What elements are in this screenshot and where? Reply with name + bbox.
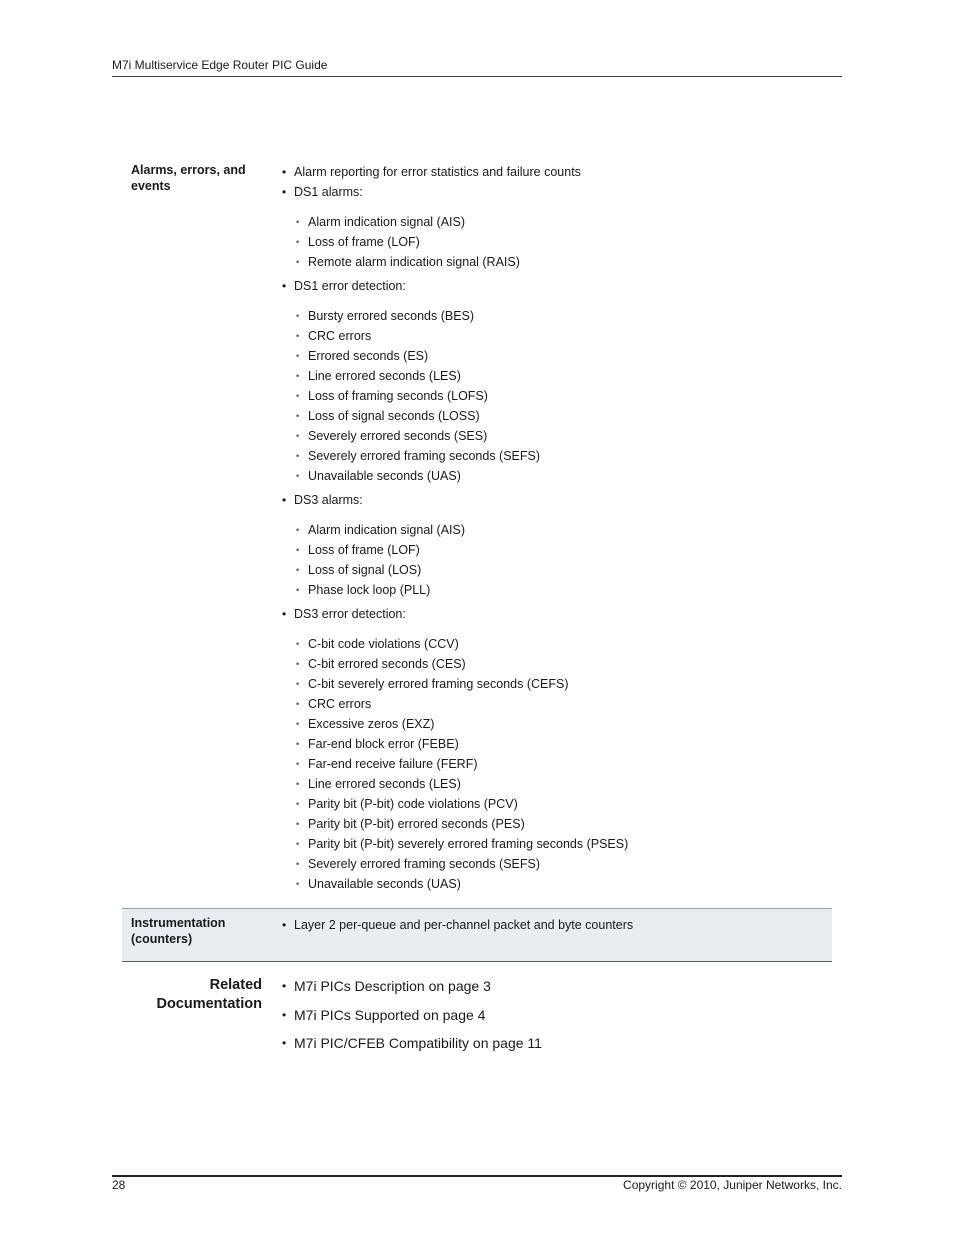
bullet-icon: •: [282, 185, 287, 199]
sub-list-item: [294, 814, 820, 834]
sub-list-item-text: Phase lock loop (PLL): [308, 583, 431, 597]
row-label: Alarms, errors, and events: [131, 163, 246, 193]
related-link[interactable]: M7i PICs Supported on page 4: [294, 1006, 486, 1023]
copyright-text: Copyright © 2010, Juniper Networks, Inc.: [623, 1178, 842, 1192]
small-bullet-icon: •: [296, 525, 300, 535]
sub-list-item: [294, 634, 820, 654]
sub-list-item: [294, 520, 820, 540]
sub-list-item: [294, 446, 820, 466]
small-bullet-icon: •: [296, 391, 300, 401]
sub-list-item-text: Remote alarm indication signal (RAIS): [308, 255, 520, 269]
small-bullet-icon: •: [296, 431, 300, 441]
sub-list-item: [294, 252, 820, 272]
sub-list: [294, 212, 820, 272]
small-bullet-icon: •: [296, 859, 300, 869]
sub-list-item: [294, 774, 820, 794]
small-bullet-icon: •: [296, 411, 300, 421]
small-bullet-icon: •: [296, 331, 300, 341]
sub-list-item-text: CRC errors: [308, 697, 372, 711]
sub-list-item-text: Loss of signal (LOS): [308, 563, 422, 577]
sub-list-item: [294, 714, 820, 734]
small-bullet-icon: •: [296, 699, 300, 709]
sub-list-item-text: Severely errored framing seconds (SEFS): [308, 449, 541, 463]
running-header: M7i Multiservice Edge Router PIC Guide: [112, 58, 328, 72]
sub-list-item-text: Unavailable seconds (UAS): [308, 469, 461, 483]
small-bullet-icon: •: [296, 351, 300, 361]
sub-list-item: [294, 232, 820, 252]
small-bullet-icon: •: [296, 799, 300, 809]
sub-list: [294, 634, 820, 894]
sub-list-item: [294, 674, 820, 694]
bullet-icon: •: [282, 1036, 287, 1050]
list-item-text: DS3 alarms:: [294, 493, 363, 507]
sub-list-item-text: Loss of framing seconds (LOFS): [308, 389, 488, 403]
small-bullet-icon: •: [296, 879, 300, 889]
related-documentation-heading: Related Documentation: [156, 977, 262, 1012]
sub-list-item-text: CRC errors: [308, 329, 372, 343]
sub-list-item-text: Loss of frame (LOF): [308, 543, 420, 557]
sub-list-item: [294, 466, 820, 486]
sub-list-item-text: C-bit code violations (CCV): [308, 637, 459, 651]
list-item-text: DS1 error detection:: [294, 279, 406, 293]
small-bullet-icon: •: [296, 471, 300, 481]
sub-list-item-text: Parity bit (P-bit) code violations (PCV): [308, 797, 518, 811]
list-item: [280, 276, 820, 486]
sub-list-item-text: Far-end receive failure (FERF): [308, 757, 478, 771]
small-bullet-icon: •: [296, 451, 300, 461]
sub-list-item: [294, 326, 820, 346]
sub-list-item: [294, 346, 820, 366]
small-bullet-icon: •: [296, 257, 300, 267]
sub-list: [294, 306, 820, 486]
sub-list-item-text: Excessive zeros (EXZ): [308, 717, 435, 731]
list-item: [280, 182, 820, 272]
bullet-icon: •: [282, 493, 287, 507]
sub-list-item-text: C-bit severely errored framing seconds (CEFS): [308, 677, 569, 691]
small-bullet-icon: •: [296, 659, 300, 669]
list-item-text: Layer 2 per-queue and per-channel packet and byte counters: [294, 918, 634, 932]
bullet-icon: •: [282, 607, 287, 621]
related-link-item: [280, 1005, 542, 1025]
bullet-icon: •: [282, 979, 287, 993]
sub-list-item-text: Alarm indication signal (AIS): [308, 215, 466, 229]
sub-list-item-text: Bursty errored seconds (BES): [308, 309, 475, 323]
small-bullet-icon: •: [296, 639, 300, 649]
sub-list-item-text: Loss of signal seconds (LOSS): [308, 409, 480, 423]
page-number: 28: [112, 1178, 126, 1192]
instrumentation-list: [280, 915, 820, 935]
sub-list-item: [294, 212, 820, 232]
small-bullet-icon: •: [296, 759, 300, 769]
bullet-icon: •: [282, 918, 287, 932]
bullet-icon: •: [282, 1007, 287, 1022]
header-rule: [112, 76, 842, 77]
alarms-list: [280, 162, 820, 894]
sub-list-item: [294, 580, 820, 600]
row-content: [280, 162, 820, 898]
sub-list-item-text: Line errored seconds (LES): [308, 777, 461, 791]
related-documentation-list: [280, 976, 542, 1062]
small-bullet-icon: •: [296, 311, 300, 321]
sub-list-item-text: Alarm indication signal (AIS): [308, 523, 466, 537]
sub-list-item: [294, 386, 820, 406]
sub-list-item: [294, 854, 820, 874]
sub-list-item-text: C-bit errored seconds (CES): [308, 657, 466, 671]
list-item: [280, 915, 820, 935]
sub-list-item: [294, 540, 820, 560]
small-bullet-icon: •: [296, 819, 300, 829]
sub-list-item: [294, 366, 820, 386]
sub-list-item: [294, 874, 820, 894]
table-row-instrumentation: [122, 908, 832, 962]
sub-list: [294, 520, 820, 600]
small-bullet-icon: •: [296, 779, 300, 789]
sub-list-item-text: Loss of frame (LOF): [308, 235, 420, 249]
sub-list-item-text: Parity bit (P-bit) severely errored framing seconds (PSES): [308, 837, 629, 851]
row-label: Instrumentation (counters): [131, 916, 226, 946]
footer-rule: [112, 1175, 842, 1177]
sub-list-item-text: Severely errored seconds (SES): [308, 429, 488, 443]
related-link[interactable]: M7i PICs Description on page 3: [294, 978, 491, 994]
small-bullet-icon: •: [296, 679, 300, 689]
sub-list-item: [294, 834, 820, 854]
bullet-icon: •: [282, 165, 287, 179]
list-item: [280, 490, 820, 600]
sub-list-item-text: Line errored seconds (LES): [308, 369, 461, 383]
sub-list-item-text: Unavailable seconds (UAS): [308, 877, 461, 891]
sub-list-item: [294, 694, 820, 714]
list-item: [280, 162, 820, 182]
small-bullet-icon: •: [296, 565, 300, 575]
small-bullet-icon: •: [296, 237, 300, 247]
list-item-text: DS3 error detection:: [294, 607, 406, 621]
sub-list-item: [294, 560, 820, 580]
related-link-item: [280, 1033, 542, 1053]
small-bullet-icon: •: [296, 719, 300, 729]
sub-list-item: [294, 406, 820, 426]
small-bullet-icon: •: [296, 839, 300, 849]
sub-list-item: [294, 754, 820, 774]
bullet-icon: •: [282, 279, 287, 293]
related-link-item: [280, 976, 542, 996]
list-item: [280, 604, 820, 894]
row-content: [280, 915, 820, 935]
sub-list-item-text: Far-end block error (FEBE): [308, 737, 459, 751]
small-bullet-icon: •: [296, 217, 300, 227]
sub-list-item-text: Severely errored framing seconds (SEFS): [308, 857, 541, 871]
sub-list-item: [294, 734, 820, 754]
sub-list-item: [294, 306, 820, 326]
small-bullet-icon: •: [296, 545, 300, 555]
sub-list-item: [294, 654, 820, 674]
sub-list-item: [294, 794, 820, 814]
small-bullet-icon: •: [296, 371, 300, 381]
small-bullet-icon: •: [296, 739, 300, 749]
small-bullet-icon: •: [296, 585, 300, 595]
related-link[interactable]: M7i PIC/CFEB Compatibility on page 11: [294, 1035, 542, 1051]
sub-list-item: [294, 426, 820, 446]
sub-list-item-text: Errored seconds (ES): [308, 349, 429, 363]
sub-list-item-text: Parity bit (P-bit) errored seconds (PES): [308, 817, 525, 831]
list-item-text: DS1 alarms:: [294, 185, 363, 199]
list-item-text: Alarm reporting for error statistics and failure counts: [294, 165, 581, 179]
